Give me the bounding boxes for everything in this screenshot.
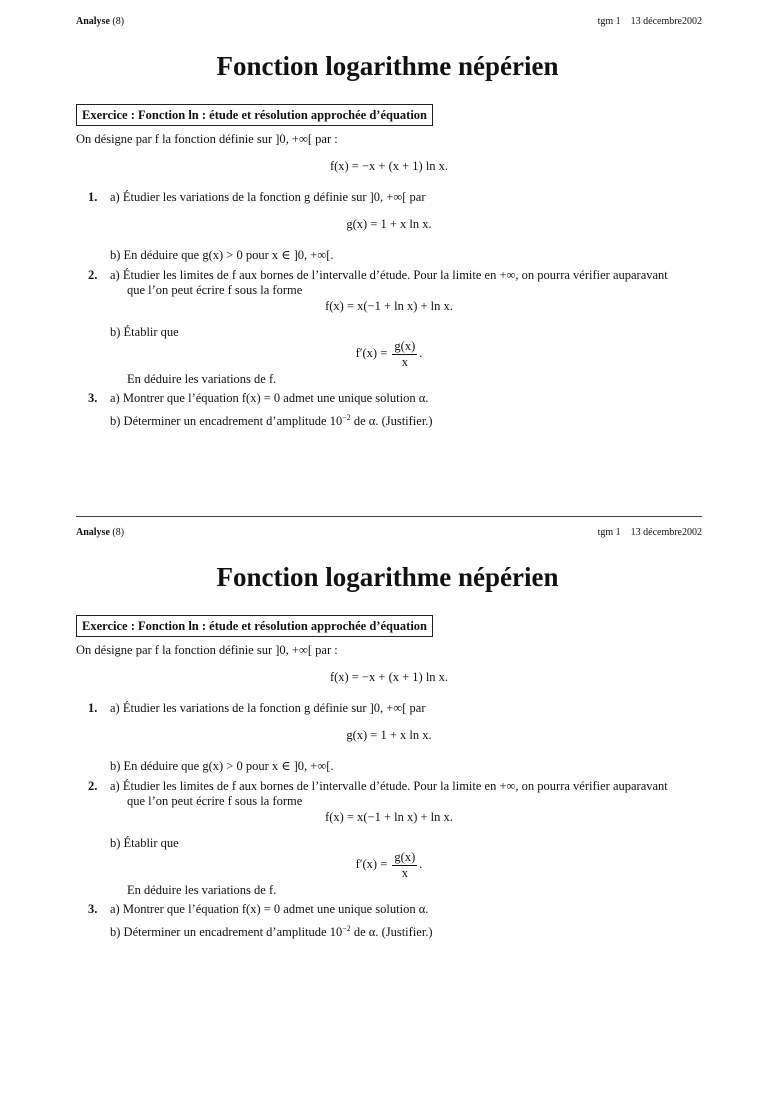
page-header — [76, 527, 702, 541]
fprime-denominator: x — [401, 865, 408, 880]
f-form: f(x) = x(−1 + ln x) + ln x. — [325, 299, 453, 313]
question-1-number: 1. — [88, 701, 98, 715]
header-course: tgm 1 — [597, 527, 621, 538]
header-number: (8) — [112, 16, 125, 27]
f-form: f(x) = x(−1 + ln x) + ln x. — [325, 810, 453, 824]
question-2-deduce: En déduire les variations de f. — [127, 372, 277, 386]
g-definition: g(x) = 1 + x ln x. — [346, 728, 432, 742]
question-1b: b) En déduire que g(x) > 0 pour x ∈ ]0, +∞[. — [110, 248, 334, 262]
question-2b: b) Établir que — [110, 325, 179, 339]
question-3a: a) Montrer que l’équation f(x) = 0 admet une unique solution α. — [110, 391, 429, 405]
question-2a-line1: a) Étudier les limites de f aux bornes de l’intervalle d’étude. Pour la limite en +∞, on pourra vérifier auparavant — [110, 268, 668, 282]
question-3-number: 3. — [88, 902, 98, 916]
question-2a-line1: a) Étudier les limites de f aux bornes de l’intervalle d’étude. Pour la limite en +∞, on pourra vérifier auparavant — [110, 779, 668, 793]
question-1b: b) En déduire que g(x) > 0 pour x ∈ ]0, +∞[. — [110, 759, 334, 773]
page-title: Fonction logarithme népérien — [216, 51, 559, 81]
question-1a: a) Étudier les variations de la fonction g définie sur ]0, +∞[ par — [110, 190, 426, 204]
question-2a-line2: que l’on peut écrire f sous la forme — [127, 283, 303, 297]
header-course: tgm 1 — [597, 16, 621, 27]
question-2b: b) Établir que — [110, 836, 179, 850]
fprime-end: . — [419, 346, 423, 360]
question-3b: b) Déterminer un encadrement d’amplitude $10^{-2}$ de α. (Justifier.) — [110, 924, 433, 940]
question-1a: a) Étudier les variations de la fonction g définie sur ]0, +∞[ par — [110, 701, 426, 715]
fprime-denominator: x — [401, 354, 408, 369]
intro-text: On désigne par f la fonction définie sur ]0, +∞[ par : — [76, 132, 338, 146]
fprime-lhs: f′(x) = — [355, 857, 388, 871]
page-header — [76, 16, 702, 30]
sheet-copy-2 — [0, 511, 775, 1022]
question-1-number: 1. — [88, 190, 98, 204]
question-2-number: 2. — [88, 268, 98, 282]
fprime-formula — [76, 337, 702, 370]
header-subject: Analyse — [76, 527, 110, 538]
header-number: (8) — [112, 527, 125, 538]
sheet-copy-1 — [0, 0, 775, 511]
exercise-box: Exercice : Fonction ln : étude et résolution approchée d’équation — [76, 615, 433, 637]
fprime-fraction — [392, 850, 417, 881]
fprime-end: . — [419, 857, 423, 871]
f-definition: f(x) = −x + (x + 1) ln x. — [329, 670, 449, 684]
fprime-lhs: f′(x) = — [355, 346, 388, 360]
question-3a: a) Montrer que l’équation f(x) = 0 admet une unique solution α. — [110, 902, 429, 916]
page-title: Fonction logarithme népérien — [216, 562, 559, 592]
f-definition: f(x) = −x + (x + 1) ln x. — [329, 159, 449, 173]
fprime-fraction — [392, 339, 417, 370]
fprime-numerator: g(x) — [394, 338, 416, 353]
header-subject: Analyse — [76, 16, 110, 27]
fprime-numerator: g(x) — [394, 849, 416, 864]
header-date: 13 décembre2002 — [630, 527, 702, 538]
g-definition: g(x) = 1 + x ln x. — [346, 217, 432, 231]
intro-text: On désigne par f la fonction définie sur ]0, +∞[ par : — [76, 643, 338, 657]
question-3-number: 3. — [88, 391, 98, 405]
question-2-number: 2. — [88, 779, 98, 793]
header-date: 13 décembre2002 — [630, 16, 702, 27]
fprime-formula — [76, 848, 702, 881]
question-3b: b) Déterminer un encadrement d’amplitude $10^{-2}$ de α. (Justifier.) — [110, 413, 433, 429]
exercise-box: Exercice : Fonction ln : étude et résolution approchée d’équation — [76, 104, 433, 126]
question-2-deduce: En déduire les variations de f. — [127, 883, 277, 897]
question-2a-line2: que l’on peut écrire f sous la forme — [127, 794, 303, 808]
